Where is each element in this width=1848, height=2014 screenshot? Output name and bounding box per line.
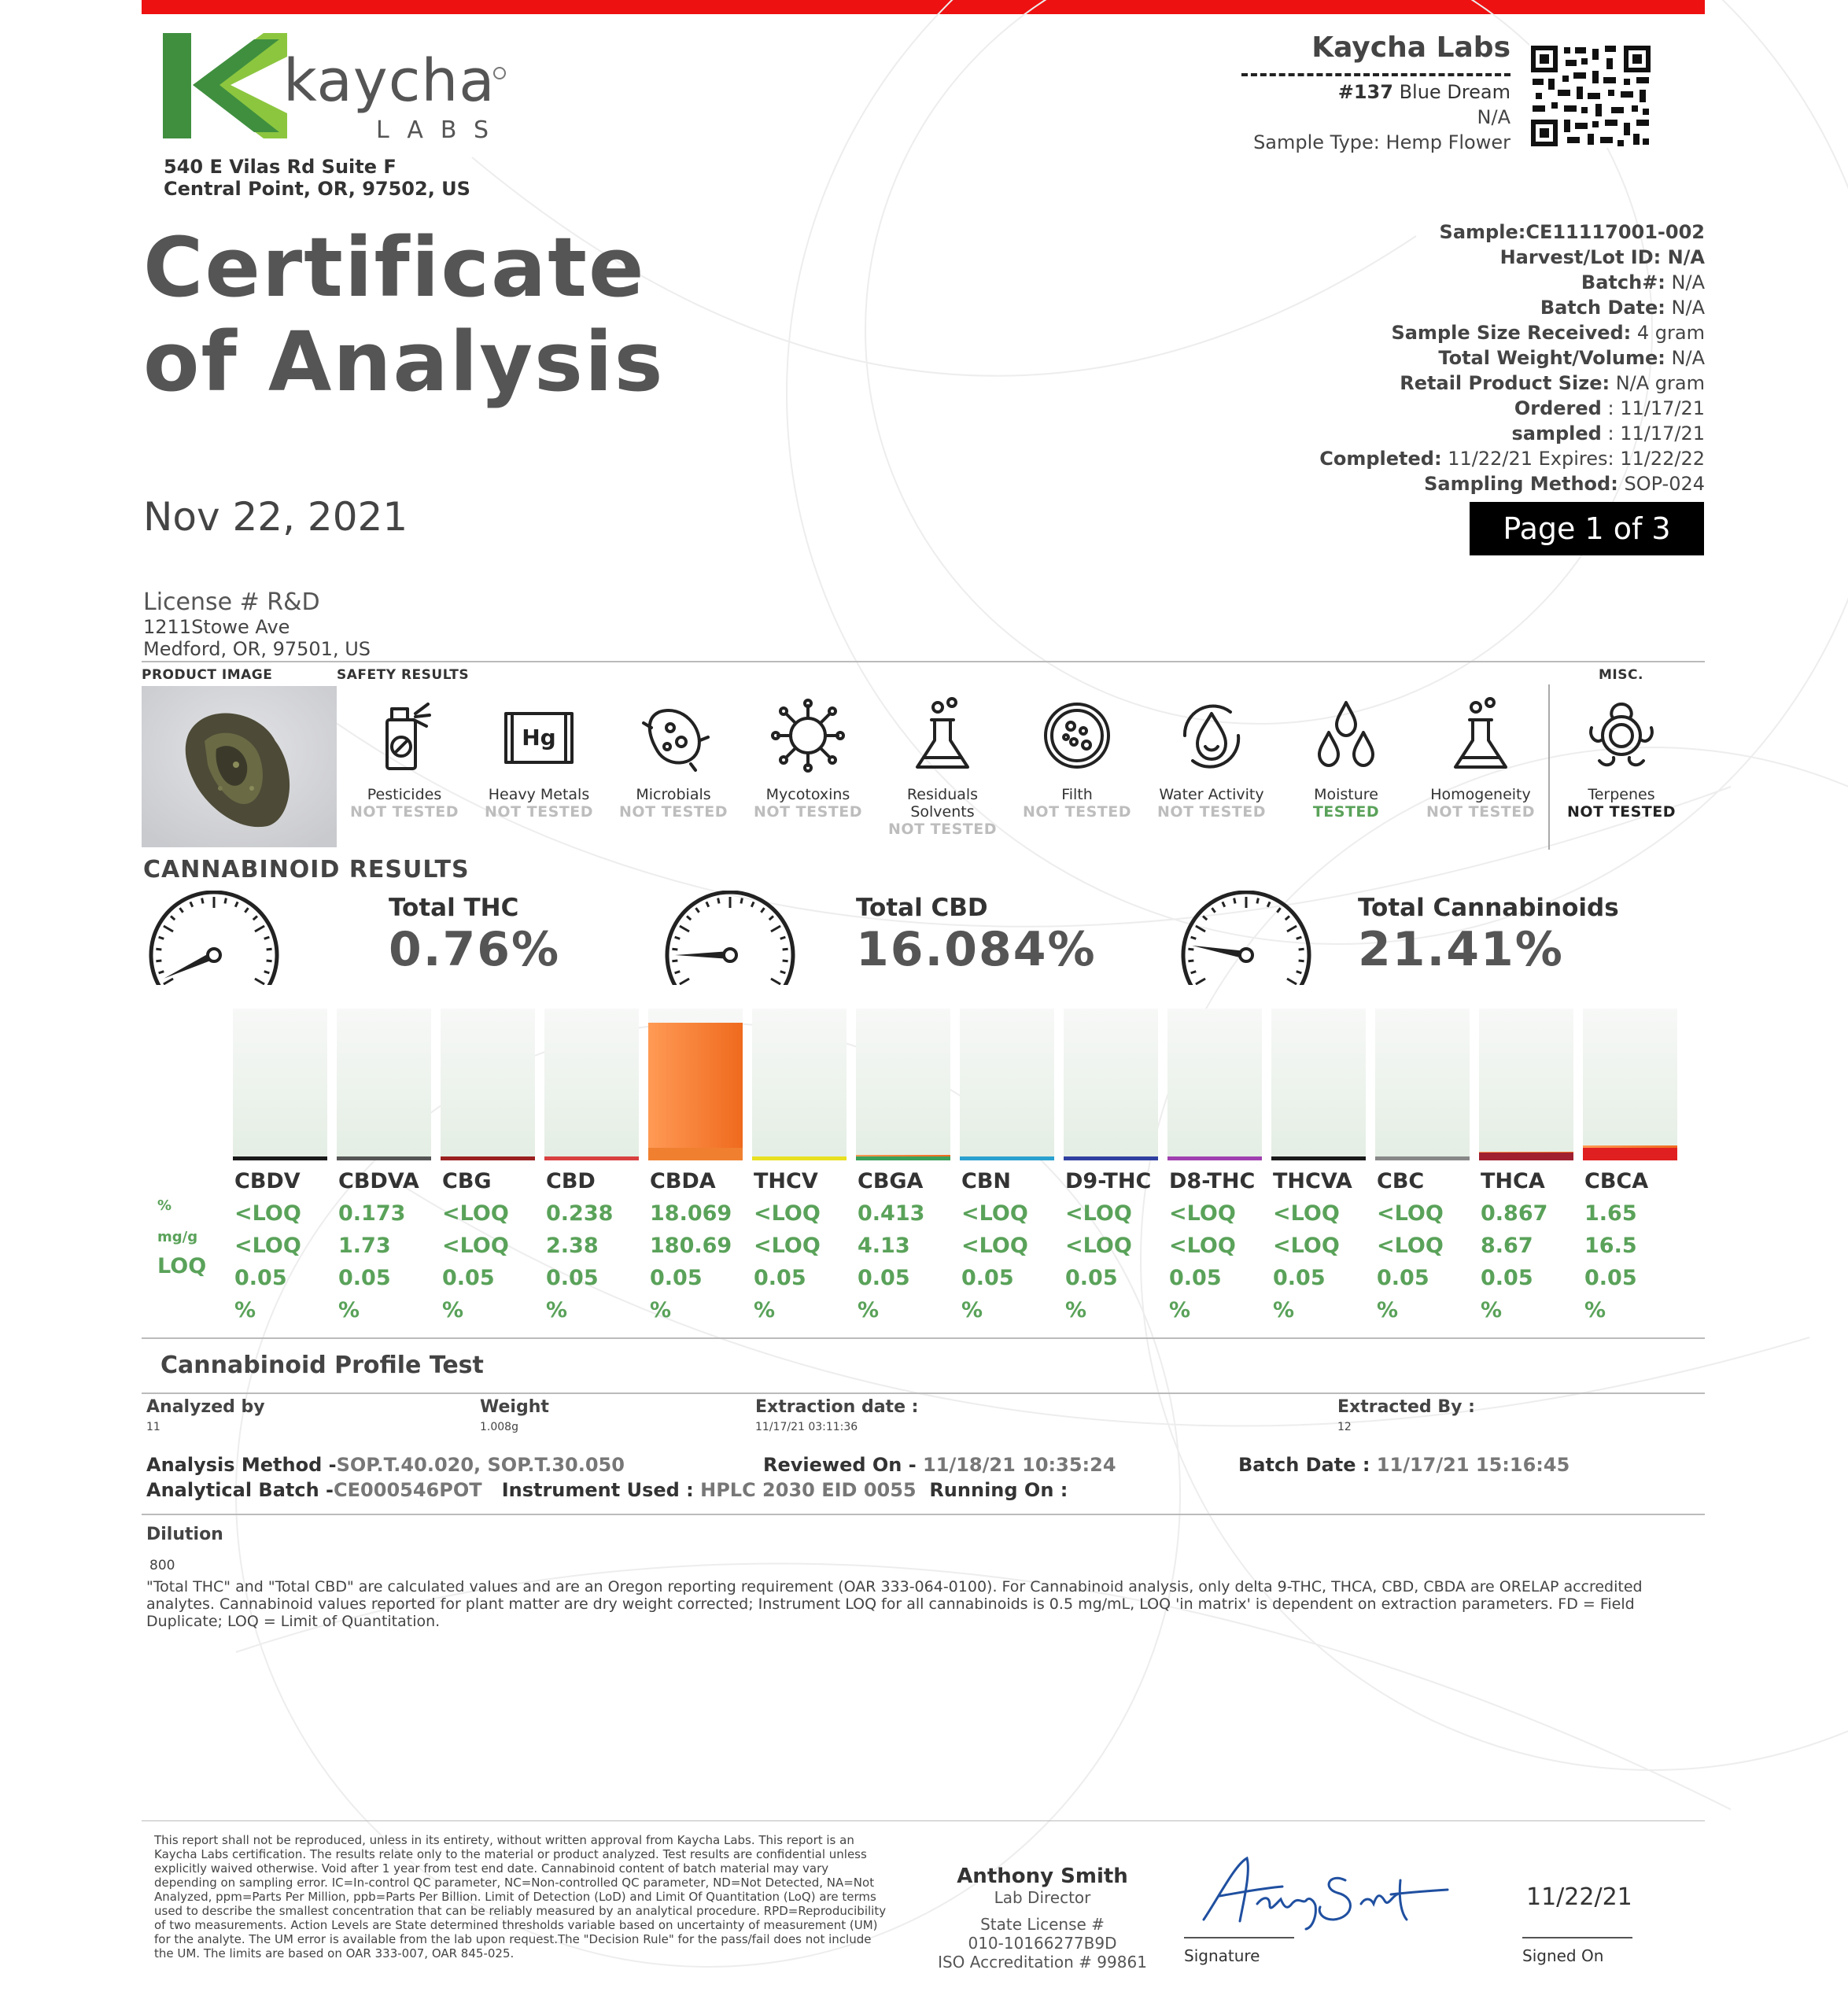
cannabinoid-pct: <LOQ — [754, 1201, 821, 1226]
registered-mark — [493, 67, 506, 79]
safety-item-status: NOT TESTED — [485, 803, 593, 821]
sample-info-value: N/A — [1665, 347, 1705, 369]
bar-background — [1375, 1009, 1470, 1158]
safety-item — [1145, 696, 1278, 821]
bar-background — [441, 1009, 535, 1158]
cannabinoid-name: CBD — [546, 1169, 596, 1193]
lab-address — [164, 156, 470, 200]
cannabinoid-mgg: <LOQ — [1169, 1234, 1236, 1258]
bar-fill — [648, 1023, 743, 1158]
analysis-method-value: SOP.T.40.020, SOP.T.30.050 — [336, 1454, 625, 1476]
state-license-label: State License # — [980, 1915, 1105, 1934]
cannabinoid-name: CBCA — [1584, 1169, 1649, 1193]
cannabinoid-loq: 0.05 — [858, 1266, 910, 1290]
virus-icon — [765, 696, 851, 775]
safety-item-name: Homogeneity — [1430, 786, 1531, 803]
client-info — [143, 588, 371, 660]
sample-info-value: : 11/17/21 — [1601, 422, 1705, 444]
petri-dish-icon — [1034, 696, 1120, 775]
page-title — [143, 220, 665, 409]
profile-title: Cannabinoid Profile Test — [160, 1352, 484, 1379]
analytical-batch — [146, 1479, 1068, 1501]
cannabinoid-pct: <LOQ — [1169, 1201, 1236, 1226]
cannabinoid-mgg: 8.67 — [1481, 1234, 1533, 1258]
cannabinoid-pct: 0.173 — [338, 1201, 406, 1226]
sample-info-line — [1319, 219, 1705, 245]
sample-info-label: Total Weight/Volume: — [1438, 347, 1665, 369]
signer-title: Lab Director — [994, 1888, 1091, 1907]
cannabinoid-name: CBDV — [234, 1169, 301, 1193]
cannabinoid-loq: 0.05 — [650, 1266, 703, 1290]
dilution-label: Dilution — [146, 1525, 223, 1544]
gauge-icon — [143, 891, 285, 985]
signature-image — [1188, 1849, 1487, 1935]
bar-background — [856, 1009, 950, 1158]
lab-address-line1: 540 E Vilas Rd Suite F — [164, 156, 397, 178]
weight-label: Weight — [480, 1397, 549, 1417]
profile-top-divider — [142, 1337, 1705, 1339]
client-address1: 1211Stowe Ave — [143, 616, 290, 638]
bar-baseline — [960, 1156, 1054, 1160]
sample-info-label: Batch Date: — [1540, 297, 1665, 319]
cannabinoid-loq: 0.05 — [1065, 1266, 1118, 1290]
safety-item-status: NOT TESTED — [888, 821, 997, 838]
qr-code[interactable] — [1529, 44, 1652, 151]
kaycha-k-logo-icon — [161, 31, 287, 142]
cannabinoid-loq-unit: % — [1065, 1298, 1087, 1322]
cannabinoid-name: CBN — [961, 1169, 1011, 1193]
cannabinoid-name: CBDA — [650, 1169, 716, 1193]
qr-code-icon — [1529, 44, 1652, 148]
reviewed-on — [763, 1454, 1116, 1476]
profile-title-divider — [142, 1392, 1705, 1394]
cannabinoid-pct: <LOQ — [1273, 1201, 1340, 1226]
sample-info-line — [1319, 345, 1705, 371]
cannabinoid-loq-unit: % — [650, 1298, 672, 1322]
cannabinoid-name: THCVA — [1273, 1169, 1352, 1193]
analytical-batch-label: Analytical Batch - — [146, 1479, 334, 1501]
sample-info-label: Batch#: — [1581, 271, 1665, 293]
bar-background — [544, 1009, 639, 1158]
bar-background — [752, 1009, 847, 1158]
bar-background — [337, 1009, 431, 1158]
cannabinoid-results-header: CANNABINOID RESULTS — [143, 856, 470, 883]
bar-baseline — [1167, 1156, 1262, 1160]
client-license: License # R&D — [143, 588, 320, 616]
sample-info-label: Retail Product Size: — [1400, 372, 1610, 394]
sample-info-line — [1319, 446, 1705, 471]
cannabinoid-loq-unit: % — [961, 1298, 983, 1322]
cannabinoid-loq: 0.05 — [1169, 1266, 1222, 1290]
section-divider — [142, 661, 1705, 662]
bar-baseline — [233, 1156, 327, 1160]
cannabinoid-mgg: 2.38 — [546, 1234, 599, 1258]
cannabinoid-pct: <LOQ — [1065, 1201, 1132, 1226]
page-title-line1: Certificate — [143, 219, 646, 315]
bar-baseline — [544, 1156, 639, 1160]
bar-background — [1167, 1009, 1262, 1158]
page-title-line2: of Analysis — [143, 314, 665, 410]
page-indicator: Page 1 of 3 — [1470, 502, 1704, 555]
sample-info-value: SOP-024 — [1617, 473, 1705, 495]
cannabinoid-loq-unit: % — [234, 1298, 256, 1322]
sample-info-line — [1319, 245, 1705, 270]
spray-bottle-icon — [361, 696, 448, 775]
cannabinoid-loq: 0.05 — [338, 1266, 391, 1290]
safety-item-name: Moisture — [1314, 786, 1378, 803]
sample-info-value: N/A — [1665, 297, 1705, 319]
signer-name: Anthony Smith — [957, 1865, 1128, 1888]
safety-item-name: Heavy Metals — [488, 786, 590, 803]
cannabinoid-loq: 0.05 — [234, 1266, 287, 1290]
safety-item — [1415, 696, 1547, 821]
bar-baseline — [752, 1156, 847, 1160]
safety-item-status: NOT TESTED — [619, 803, 728, 821]
product-na: N/A — [1477, 106, 1510, 128]
cannabinoid-loq-unit: % — [858, 1298, 880, 1322]
safety-item-name: Mycotoxins — [765, 786, 850, 803]
state-license-value: 010-10166277B9D — [968, 1934, 1117, 1953]
cannabinoid-loq: 0.05 — [1584, 1266, 1637, 1290]
extracted-by-value: 12 — [1337, 1421, 1352, 1433]
product-line — [1227, 81, 1510, 103]
kaycha-logo — [161, 31, 287, 145]
safety-item — [742, 696, 874, 821]
signature-line — [1184, 1937, 1294, 1938]
product-image-bud — [142, 686, 337, 847]
client-address2: Medford, OR, 97501, US — [143, 638, 371, 660]
sample-info-value: N/A — [1661, 246, 1705, 268]
cannabinoid-loq: 0.05 — [546, 1266, 599, 1290]
cannabinoid-mgg: <LOQ — [1273, 1234, 1340, 1258]
cannabinoid-loq-unit: % — [1169, 1298, 1191, 1322]
bar-baseline — [856, 1156, 950, 1160]
analyzed-by-label: Analyzed by — [146, 1397, 265, 1417]
analyzed-by-value: 11 — [146, 1421, 160, 1433]
safety-item — [607, 696, 740, 821]
product-name: Blue Dream — [1399, 81, 1510, 103]
sample-info-label: Completed: — [1319, 448, 1442, 470]
sample-info-line — [1319, 421, 1705, 446]
cannabinoid-mgg: <LOQ — [234, 1234, 301, 1258]
cannabinoid-pct: 0.867 — [1481, 1201, 1548, 1226]
footer-divider — [142, 1820, 1705, 1821]
misc-item-name: Terpenes — [1588, 786, 1655, 803]
sample-info-line — [1319, 295, 1705, 320]
signed-on-line — [1522, 1937, 1632, 1938]
cannabinoid-name: THCV — [754, 1169, 818, 1193]
batch-date-label: Batch Date : — [1238, 1454, 1370, 1476]
misc-divider — [1548, 684, 1550, 850]
dilution-value: 800 — [149, 1558, 175, 1573]
cannabinoid-mgg: 1.73 — [338, 1234, 391, 1258]
gauge-icon — [659, 891, 801, 985]
total-value: 0.76% — [389, 922, 561, 977]
signature-label: Signature — [1184, 1946, 1260, 1965]
sample-info-line — [1319, 320, 1705, 345]
cannabinoid-loq-unit: % — [1273, 1298, 1295, 1322]
report-date: Nov 22, 2021 — [143, 494, 408, 540]
product-image-label: PRODUCT IMAGE — [142, 667, 273, 683]
cannabinoid-mgg: <LOQ — [442, 1234, 509, 1258]
sample-info-value: N/A gram — [1610, 372, 1705, 394]
safety-item-name: Pesticides — [367, 786, 442, 803]
weight-value: 1.008g — [480, 1421, 518, 1433]
cannabinoid-mgg: <LOQ — [961, 1234, 1028, 1258]
analysis-method — [146, 1454, 625, 1476]
bar-baseline — [1064, 1156, 1158, 1160]
safety-item-name: Filth — [1061, 786, 1093, 803]
sample-info-line — [1319, 270, 1705, 295]
cannabinoid-loq-unit: % — [546, 1298, 568, 1322]
extraction-date-value: 11/17/21 03:11:36 — [755, 1421, 858, 1433]
cannabinoid-mgg: 4.13 — [858, 1234, 910, 1258]
running-on-label: Running On : — [929, 1479, 1068, 1501]
extraction-date-label: Extraction date : — [755, 1397, 919, 1417]
cannabinoid-mgg: <LOQ — [1065, 1234, 1132, 1258]
sample-info-label: Sample: — [1439, 221, 1526, 243]
signer-block — [920, 1865, 1164, 1972]
cannabinoid-mgg: 16.5 — [1584, 1234, 1637, 1258]
cannabinoid-loq: 0.05 — [961, 1266, 1014, 1290]
cannabinoid-name: THCA — [1481, 1169, 1545, 1193]
cannabinoid-loq-unit: % — [338, 1298, 360, 1322]
signed-on-label: Signed On — [1522, 1946, 1604, 1965]
brand-sub: LABS — [376, 116, 507, 144]
sample-info — [1319, 219, 1705, 496]
bar-baseline — [1479, 1153, 1573, 1160]
cannabinoid-pct: 18.069 — [650, 1201, 732, 1226]
safety-item-status: TESTED — [1312, 803, 1380, 821]
cannabinoid-pct: <LOQ — [1377, 1201, 1444, 1226]
sample-info-value: N/A — [1665, 271, 1705, 293]
safety-item — [473, 696, 605, 821]
cannabinoid-pct: <LOQ — [442, 1201, 509, 1226]
sample-info-label: Harvest/Lot ID: — [1499, 246, 1662, 268]
cannabinoid-pct: <LOQ — [961, 1201, 1028, 1226]
sample-info-label: Sample Size Received: — [1391, 322, 1632, 344]
cannabinoid-loq-unit: % — [442, 1298, 464, 1322]
analysis-method-label: Analysis Method - — [146, 1454, 337, 1476]
cannabinoid-name: CBDVA — [338, 1169, 419, 1193]
cannabinoid-loq-unit: % — [1584, 1298, 1606, 1322]
cannabinoid-loq: 0.05 — [1377, 1266, 1429, 1290]
safety-item-status: NOT TESTED — [754, 803, 862, 821]
cannabinoid-loq: 0.05 — [754, 1266, 806, 1290]
batch-date — [1238, 1454, 1570, 1476]
cannabinoid-name: CBG — [442, 1169, 492, 1193]
cannabinoid-name: D8-THC — [1169, 1169, 1256, 1193]
cannabinoid-loq-unit: % — [1481, 1298, 1503, 1322]
reviewed-on-label: Reviewed On - — [763, 1454, 917, 1476]
svg-text:Hg: Hg — [522, 725, 556, 751]
gauge-icon — [1175, 891, 1317, 985]
misc-item-status: NOT TESTED — [1567, 803, 1676, 821]
cannabinoid-loq-unit: % — [1377, 1298, 1399, 1322]
disclaimer: This report shall not be reproduced, unless in its entirety, without written approval from Kaycha Labs. This report is an Kaycha Labs certification. The results relate only to the material or product analyzed. Test results are confidential unless explicitly waived otherwise. Void after 1 year from test end date. Cannabinoid content of batch material may vary depending on sampling error. IC=In-control QC parameter, NC=Non-controlled QC parameter, ND=Not Detected, NA=Not Analyzed, ppm=Parts Per Million, ppb=Parts Per Billion. Limit of Detection (LoD) and Limit Of Quantitation (LoQ) are terms used to describe the smallest concentration that can be reliably measured by an analytical procedure. RPD=Reproducibility of two measurements. Action Levels are State determined thresholds variable based on uncertainty of measurement (UM) for the analyte. The UM error is available from the lab upon request.The "Decision Rule" for the pass/fail does not include the UM. The limits are based on OAR 333-007, OAR 845-025. — [154, 1833, 887, 1961]
row-label-loq: LOQ — [157, 1254, 207, 1278]
water-drop-cycle-icon — [1168, 696, 1255, 775]
iso-accreditation: ISO Accreditation # 99861 — [938, 1953, 1147, 1972]
bar-background — [1583, 1009, 1677, 1158]
sample-info-value: CE11117001-002 — [1525, 221, 1705, 243]
safety-item-status: NOT TESTED — [1157, 803, 1266, 821]
sample-info-value: 11/22/21 Expires: 11/22/22 — [1441, 448, 1705, 470]
instrument-value: HPLC 2030 EID 0055 — [693, 1479, 917, 1501]
batch-date-value: 11/17/21 15:16:45 — [1370, 1454, 1570, 1476]
brand-name: kaycha — [283, 47, 496, 115]
misc-label: MISC. — [1599, 667, 1643, 683]
total-value: 21.41% — [1358, 922, 1564, 977]
sample-info-label: Sampling Method: — [1424, 473, 1618, 495]
safety-item-name: Microbials — [636, 786, 711, 803]
safety-item — [1280, 696, 1412, 821]
row-label-pct: % — [157, 1197, 172, 1214]
safety-item-status: NOT TESTED — [1426, 803, 1535, 821]
sample-info-line — [1319, 371, 1705, 396]
lab-address-line2: Central Point, OR, 97502, US — [164, 178, 470, 200]
safety-item-status: NOT TESTED — [1023, 803, 1131, 821]
bar-baseline — [1271, 1156, 1366, 1160]
bar-baseline — [648, 1148, 743, 1160]
flask-icon — [899, 696, 986, 775]
total-label: Total Cannabinoids — [1358, 894, 1619, 922]
sample-info-label: sampled — [1511, 422, 1602, 444]
safety-item — [338, 696, 470, 821]
cannabinoid-name: CBC — [1377, 1169, 1425, 1193]
cannabinoid-loq-unit: % — [754, 1298, 776, 1322]
safety-item-name: Residuals Solvents — [906, 786, 979, 821]
safety-item — [1011, 696, 1143, 821]
cannabinoid-loq: 0.05 — [442, 1266, 495, 1290]
safety-item-status: NOT TESTED — [350, 803, 459, 821]
sample-info-value: 4 gram — [1631, 322, 1705, 344]
cannabinoid-mgg: <LOQ — [1377, 1234, 1444, 1258]
bar-baseline — [441, 1156, 535, 1160]
product-image — [142, 686, 337, 847]
cannabinoid-loq: 0.05 — [1273, 1266, 1326, 1290]
hg-icon — [496, 696, 582, 775]
row-label-mgg: mg/g — [157, 1229, 198, 1245]
analytical-batch-value: CE000546POT — [334, 1479, 482, 1501]
bar-background — [233, 1009, 327, 1158]
cannabinoid-name: CBGA — [858, 1169, 924, 1193]
cannabinoid-mgg: <LOQ — [754, 1234, 821, 1258]
profile-bottom-divider — [142, 1514, 1705, 1515]
product-number: #137 — [1337, 81, 1393, 103]
misc-item — [1555, 696, 1688, 821]
cannabinoid-name: D9-THC — [1065, 1169, 1152, 1193]
signed-date: 11/22/21 — [1526, 1883, 1632, 1911]
lab-header — [1227, 31, 1510, 153]
cannabinoid-pct: <LOQ — [234, 1201, 301, 1226]
bar-baseline — [1583, 1148, 1677, 1160]
sample-type: Sample Type: Hemp Flower — [1253, 131, 1510, 153]
total-label: Total THC — [389, 894, 519, 922]
drops-icon — [1303, 696, 1389, 775]
sample-info-label: Ordered — [1514, 397, 1602, 419]
reviewed-on-value: 11/18/21 10:35:24 — [916, 1454, 1116, 1476]
sample-info-line — [1319, 471, 1705, 496]
instrument-label: Instrument Used : — [501, 1479, 694, 1501]
cannabinoid-mgg: 180.69 — [650, 1234, 732, 1258]
header-divider — [1241, 73, 1510, 76]
calculation-note: "Total THC" and "Total CBD" are calculated values and are an Oregon reporting requirement (OAR 333-064-0100). For Cannabinoid analysis, only delta 9-THC, THCA, CBD, CBDA are ORELAP accredited analytes. Cannabinoid values reported for plant matter are dry weight corrected; Instrument LOQ for all cannabinoids is 0.5 mg/mL, LOQ 'in matrix' is dependent on extraction parameters. FD = Field Duplicate; LOQ = Limit of Quantitation. — [146, 1578, 1643, 1630]
safety-item — [876, 696, 1009, 838]
total-label: Total CBD — [856, 894, 988, 922]
safety-results-label: SAFETY RESULTS — [337, 667, 470, 683]
cannabinoid-pct: 0.238 — [546, 1201, 614, 1226]
bar-background — [1271, 1009, 1366, 1158]
microbe-icon — [630, 696, 717, 775]
flask-icon — [1437, 696, 1524, 775]
bar-baseline — [1375, 1156, 1470, 1160]
bar-baseline — [337, 1156, 431, 1160]
extracted-by-label: Extracted By : — [1337, 1397, 1475, 1417]
flower-icon — [1578, 696, 1665, 775]
cannabinoid-loq: 0.05 — [1481, 1266, 1533, 1290]
bar-background — [1479, 1009, 1573, 1158]
bar-background — [960, 1009, 1054, 1158]
safety-item-name: Water Activity — [1159, 786, 1264, 803]
lab-name: Kaycha Labs — [1311, 31, 1510, 64]
cannabinoid-pct: 0.413 — [858, 1201, 925, 1226]
sample-info-value: : 11/17/21 — [1601, 397, 1705, 419]
bar-background — [1064, 1009, 1158, 1158]
total-value: 16.084% — [856, 922, 1097, 977]
cannabinoid-pct: 1.65 — [1584, 1201, 1637, 1226]
sample-info-line — [1319, 396, 1705, 421]
